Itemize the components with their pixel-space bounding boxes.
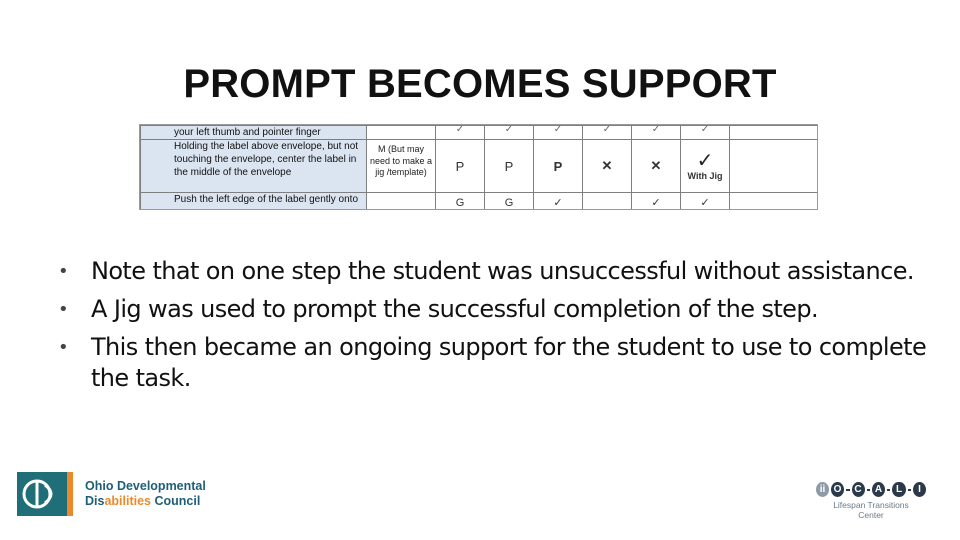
bullet-icon: •	[58, 299, 69, 320]
mark-cell: ✓	[485, 126, 534, 140]
prompt-level-cell	[367, 126, 436, 140]
mark-cell: ✓	[534, 126, 583, 140]
ocali-subtitle-1: Lifespan Transitions	[833, 500, 909, 510]
table-row	[141, 126, 819, 140]
empty-cell	[730, 193, 819, 211]
prompt-level-cell	[367, 193, 436, 211]
with-jig-note: With Jig	[687, 170, 723, 181]
ocali-logo	[816, 482, 926, 520]
mark-cell: P	[436, 140, 485, 193]
step-cell: Push the left edge of the label gently onto	[141, 193, 367, 211]
ocali-subtitle-2: Center	[858, 510, 884, 520]
oddc-logo	[17, 472, 206, 516]
mark-cell: P	[534, 140, 583, 193]
mark-cell: G	[436, 193, 485, 211]
bullet-text: Note that on one step the student was unsuccessful without assistance.	[91, 257, 914, 285]
table-row	[141, 193, 819, 211]
ocali-letter: C	[852, 482, 865, 497]
mark-cell: G	[485, 193, 534, 211]
mark-cell-with-jig	[681, 140, 730, 193]
bullet-icon: •	[58, 261, 69, 282]
mark-cell: ✓	[436, 126, 485, 140]
step-cell: your left thumb and pointer finger	[141, 126, 367, 140]
oddc-logo-text	[85, 479, 206, 509]
mark-cell: ✓	[534, 193, 583, 211]
slide-title: PROMPT BECOMES SUPPORT	[183, 62, 777, 106]
mark-cell: ✓	[632, 126, 681, 140]
ocali-letter: O	[831, 482, 844, 497]
bullet-icon: •	[58, 337, 69, 358]
oddc-line1: Ohio Developmental	[85, 479, 206, 493]
mark-cell: ✕	[632, 140, 681, 193]
bullet-text: A Jig was used to prompt the successful completion of the step.	[91, 295, 819, 323]
mark-cell: ✕	[583, 140, 632, 193]
mark-cell: ✓	[681, 193, 730, 211]
people-icon: ii	[816, 482, 829, 497]
step-cell: Holding the label above envelope, but not touching the envelope, center the label in the middle of the envelope	[141, 140, 367, 193]
mark-cell: ✓	[583, 126, 632, 140]
bullet-list	[58, 256, 928, 401]
bullet-item	[58, 294, 928, 325]
ocali-letter: I	[913, 482, 926, 497]
mark-cell: ✓	[681, 126, 730, 140]
task-analysis-table-image	[139, 124, 818, 210]
ocali-letter: L	[892, 482, 905, 497]
table-row	[141, 140, 819, 193]
ocali-letters	[816, 482, 926, 497]
checkmark-icon: ✓	[696, 149, 714, 172]
empty-cell	[730, 140, 819, 193]
prompt-level-cell: M (But may need to make a jig /template)	[367, 140, 436, 193]
oddc-line2: Disabilities Council	[85, 494, 201, 508]
oddc-logo-mark-icon	[17, 472, 73, 516]
mark-cell	[583, 193, 632, 211]
empty-cell	[730, 126, 819, 140]
bullet-text: This then became an ongoing support for the student to use to complete the task.	[91, 333, 927, 392]
bullet-item	[58, 332, 928, 394]
mark-cell: ✓	[632, 193, 681, 211]
ocali-letter: A	[872, 482, 885, 497]
bullet-item	[58, 256, 928, 287]
mark-cell: P	[485, 140, 534, 193]
